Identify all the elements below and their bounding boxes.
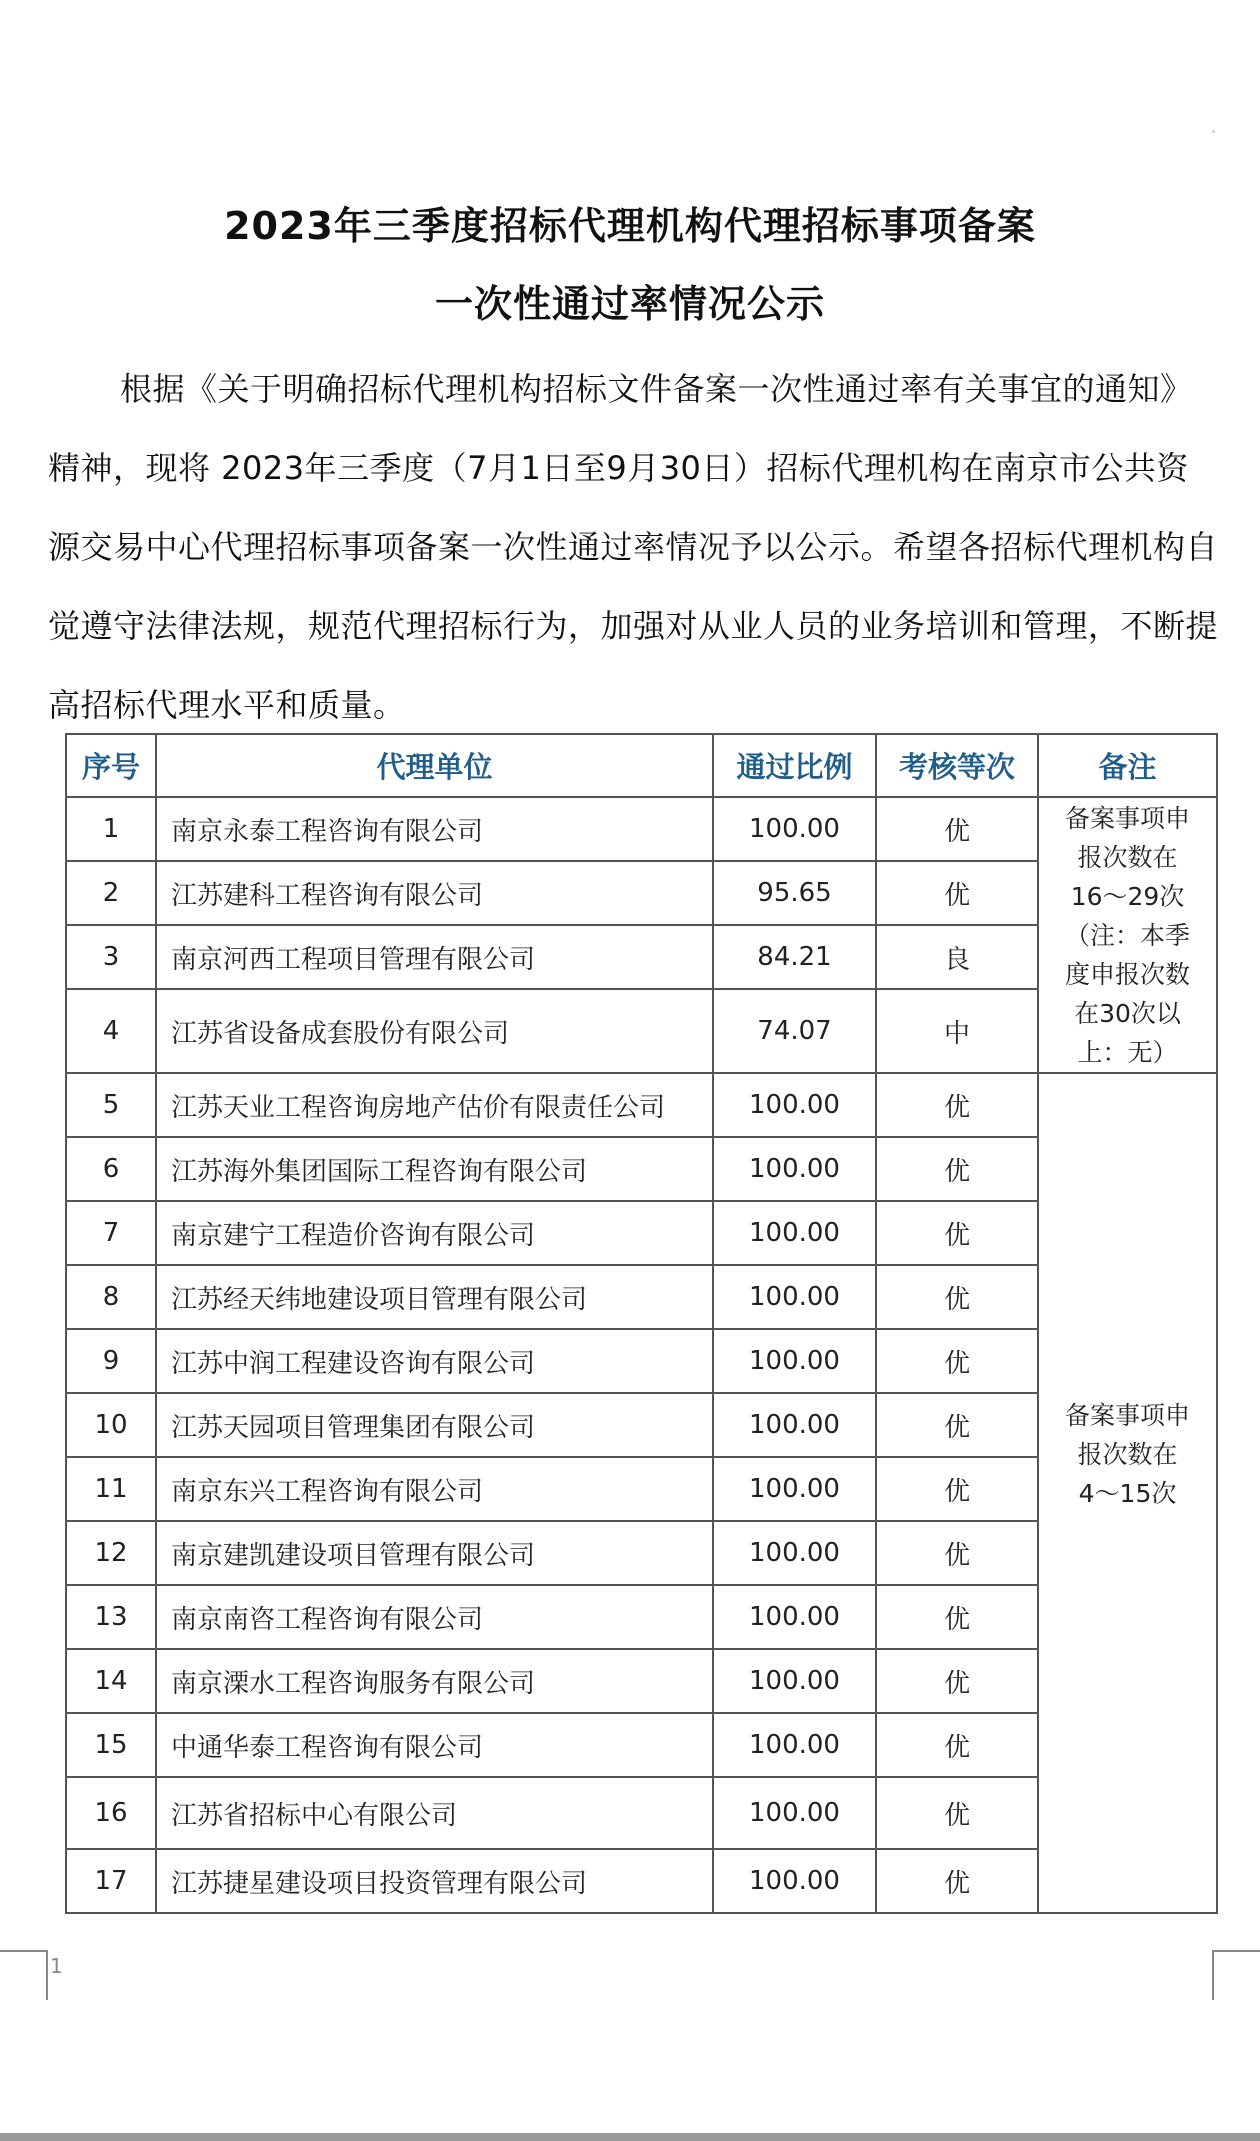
row-pass-rate: 100.00 [713,1393,876,1457]
row-agency-name: 江苏经天纬地建设项目管理有限公司 [156,1265,713,1329]
remark-line: 4～15次 [1078,1479,1177,1508]
row-grade: 优 [876,1649,1038,1713]
row-pass-rate: 95.65 [713,861,876,925]
row-grade: 良 [876,925,1038,989]
row-pass-rate: 100.00 [713,1521,876,1585]
row-agency-name: 江苏省设备成套股份有限公司 [156,989,713,1073]
row-no: 4 [66,989,156,1073]
row-no: 3 [66,925,156,989]
remark-line: 备案事项申 [1064,803,1190,833]
row-agency-name: 中通华泰工程咨询有限公司 [156,1713,713,1777]
row-no: 7 [66,1201,156,1265]
row-agency-name: 江苏海外集团国际工程咨询有限公司 [156,1137,713,1201]
row-pass-rate: 74.07 [713,989,876,1073]
row-agency-name: 南京南咨工程咨询有限公司 [156,1585,713,1649]
table-row [66,797,1217,861]
header-agency: 代理单位 [156,734,713,797]
row-pass-rate: 100.00 [713,1713,876,1777]
row-agency-name: 江苏建科工程咨询有限公司 [156,861,713,925]
row-pass-rate: 100.00 [713,1649,876,1713]
remark-line: 报次数在 [1077,1440,1178,1469]
row-pass-rate: 100.00 [713,797,876,861]
row-agency-name: 江苏天园项目管理集团有限公司 [156,1393,713,1457]
row-no: 6 [66,1137,156,1201]
row-grade: 优 [876,797,1038,861]
row-grade: 中 [876,989,1038,1073]
intro-paragraph: 根据《关于明确招标代理机构招标文件备案一次性通过率有关事宜的通知》精神，现将 2023年三季度（7月1日至9月30日）招标代理机构在南京市公共资源交易中心代理招标事项备案一次性通过率情况予以公示。希望各招标代理机构自觉遵守法律法规，规范代理招标行为，加强对从业人员的业务培训和管理，不断提高招标代理水平和质量。 [48,370,1219,724]
row-no: 14 [66,1649,156,1713]
remark-line: 16～29次 [1070,881,1185,911]
row-no: 5 [66,1073,156,1137]
row-agency-name: 江苏天业工程咨询房地产估价有限责任公司 [156,1073,713,1137]
row-pass-rate: 100.00 [713,1585,876,1649]
row-no: 9 [66,1329,156,1393]
row-pass-rate: 100.00 [713,1073,876,1137]
row-pass-rate: 100.00 [713,1329,876,1393]
row-grade: 优 [876,1265,1038,1329]
row-pass-rate: 100.00 [713,1137,876,1201]
pass-rate-table [65,733,1218,1914]
remark-group-2 [1038,1073,1217,1913]
row-agency-name: 南京永泰工程咨询有限公司 [156,797,713,861]
document-title-line1: 2023年三季度招标代理机构代理招标事项备案 [224,204,1036,248]
header-grade: 考核等次 [876,734,1038,797]
remark-line: 备案事项申 [1064,1401,1190,1430]
row-pass-rate: 100.00 [713,1777,876,1849]
document-title-line2: 一次性通过率情况公示 [434,282,825,326]
row-grade: 优 [876,1329,1038,1393]
remark-line: 上：无） [1077,1037,1178,1067]
row-grade: 优 [876,861,1038,925]
row-no: 8 [66,1265,156,1329]
row-agency-name: 江苏省招标中心有限公司 [156,1777,713,1849]
row-agency-name: 南京建凯建设项目管理有限公司 [156,1521,713,1585]
row-pass-rate: 100.00 [713,1201,876,1265]
remark-line: （注：本季 [1064,920,1190,950]
row-no: 15 [66,1713,156,1777]
row-grade: 优 [876,1849,1038,1913]
remark-group-1 [1038,797,1217,1073]
row-agency-name: 南京建宁工程造价咨询有限公司 [156,1201,713,1265]
bottom-scroll-bar [0,2133,1260,2141]
row-grade: 优 [876,1521,1038,1585]
row-grade: 优 [876,1713,1038,1777]
row-grade: 优 [876,1137,1038,1201]
row-agency-name: 南京东兴工程咨询有限公司 [156,1457,713,1521]
header-pass-rate: 通过比例 [713,734,876,797]
row-grade: 优 [876,1777,1038,1849]
row-grade: 优 [876,1073,1038,1137]
row-grade: 优 [876,1457,1038,1521]
row-agency-name: 江苏中润工程建设咨询有限公司 [156,1329,713,1393]
row-pass-rate: 100.00 [713,1457,876,1521]
page-corner-mark-left [0,1950,48,2000]
table-body [66,797,1217,1913]
row-no: 10 [66,1393,156,1457]
remark-line: 度申报次数 [1064,959,1190,989]
row-no: 17 [66,1849,156,1913]
row-no: 11 [66,1457,156,1521]
row-no: 12 [66,1521,156,1585]
row-no: 2 [66,861,156,925]
table-header-row [66,734,1217,797]
remark-line: 报次数在 [1077,842,1178,872]
row-agency-name: 南京溧水工程咨询服务有限公司 [156,1649,713,1713]
page-corner-mark-right [1212,1950,1260,2000]
row-pass-rate: 100.00 [713,1265,876,1329]
row-no: 16 [66,1777,156,1849]
page-number: 1 [50,1954,63,1978]
header-no: 序号 [66,734,156,797]
row-pass-rate: 84.21 [713,925,876,989]
header-remark: 备注 [1038,734,1217,797]
row-grade: 优 [876,1201,1038,1265]
row-grade: 优 [876,1393,1038,1457]
table-row [66,1073,1217,1137]
row-no: 1 [66,797,156,861]
row-agency-name: 南京河西工程项目管理有限公司 [156,925,713,989]
scan-speck [1212,130,1215,133]
remark-line: 在30次以 [1074,998,1181,1028]
row-pass-rate: 100.00 [713,1849,876,1913]
row-no: 13 [66,1585,156,1649]
row-agency-name: 江苏捷星建设项目投资管理有限公司 [156,1849,713,1913]
row-grade: 优 [876,1585,1038,1649]
